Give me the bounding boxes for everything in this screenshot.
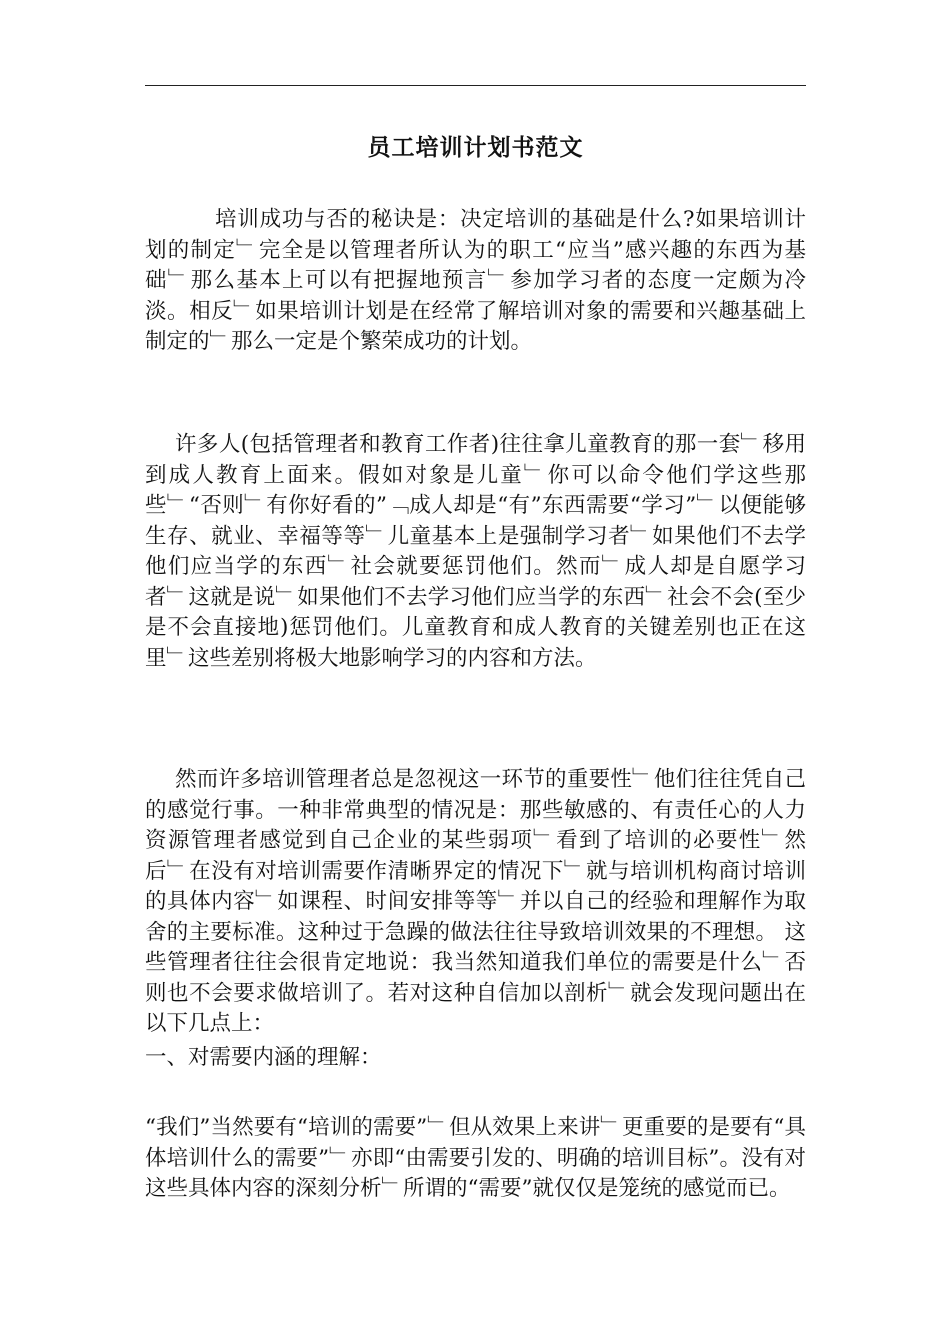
- paragraph-managers-neglect: 然而许多培训管理者总是忽视这一环节的重要性﹂他们往往凭自己的感觉行事。一种非常典型的情况是：那些敏感的、有责任心的人力资源管理者感觉到自己企业的某些弱项﹂看到了培训的必要性﹂然后﹂在没有对培训需要作清晰界定的情况下﹂就与培训机构商讨培训的具体内容﹂如课程、时间安排等等﹂并以自己的经验和理解作为取舍的主要标准。这种过于急躁的做法往往导致培训效果的不理想。 这些管理者往往会很肯定地说：我当然知道我们单位的需要是什么﹂否则也不会要求做培训了。若对这种自信加以剖析﹂就会发现问题出在以下几点上：: [145, 767, 806, 1036]
- section-heading-need-meaning: 一、对需要内涵的理解：: [145, 1045, 382, 1070]
- paragraph-training-success: 培训成功与否的秘诀是：决定培训的基础是什么?如果培训计划的制定﹂完全是以管理者所认为的职工“应当”感兴趣的东西为基础﹂那么基本上可以有把握地预言﹂参加学习者的态度一定颇为冷淡。相反﹂如果培训计划是在经常了解培训对象的需要和兴趣基础上制定的﹂那么一定是个繁荣成功的计划。: [145, 207, 806, 354]
- paragraph-specific-needs: “我们”当然要有“培训的需要”﹂但从效果上来讲﹂更重要的是要有“具体培训什么的需要”﹂亦即“由需要引发的、明确的培训目标”。没有对这些具体内容的深刻分析﹂所谓的“需要”就仅仅是笼统的感觉而已。: [145, 1115, 806, 1201]
- paragraph-adult-vs-child-education: 许多人(包括管理者和教育工作者)往往拿儿童教育的那一套﹂移用到成人教育上面来。假如对象是儿童﹂你可以命令他们学这些那些﹂“否则﹂有你好看的”﹁成人却是“有”东西需要“学习”﹂以便能够生存、就业、幸福等等﹂儿童基本上是强制学习者﹂如果他们不去学他们应当学的东西﹂社会就要惩罚他们。然而﹂成人却是自愿学习者﹂这就是说﹂如果他们不去学习他们应当学的东西﹂社会不会(至少是不会直接地)惩罚他们。儿童教育和成人教育的关键差别也正在这里﹂这些差别将极大地影响学习的内容和方法。: [145, 432, 806, 671]
- header-rule: [145, 85, 806, 86]
- document-title: 员工培训计划书范文: [367, 135, 584, 161]
